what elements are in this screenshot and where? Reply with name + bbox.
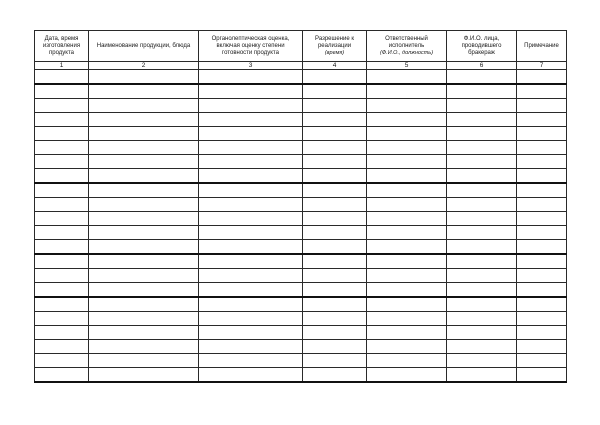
journal-entry-cell [89, 226, 199, 240]
journal-entry-cell [89, 269, 199, 283]
journal-entry-cell [35, 113, 89, 127]
journal-entry-cell [303, 368, 367, 383]
journal-entry-cell [35, 183, 89, 198]
journal-entry-cell [447, 70, 517, 85]
journal-entry-cell [35, 240, 89, 255]
journal-entry-cell [89, 141, 199, 155]
journal-entry-row [35, 127, 567, 141]
journal-entry-row [35, 326, 567, 340]
journal-entry-cell [447, 141, 517, 155]
journal-entry-cell [447, 183, 517, 198]
journal-entry-cell [517, 113, 567, 127]
journal-entry-cell [303, 312, 367, 326]
journal-entry-cell [447, 198, 517, 212]
journal-entry-cell [303, 240, 367, 255]
journal-entry-cell [367, 312, 447, 326]
journal-entry-cell [447, 113, 517, 127]
journal-entry-cell [35, 312, 89, 326]
journal-entry-cell [517, 240, 567, 255]
journal-body [35, 70, 567, 383]
journal-entry-cell [367, 354, 447, 368]
header-sale-permission-note: (время) [324, 49, 345, 56]
journal-entry-cell [517, 198, 567, 212]
journal-entry-cell [89, 240, 199, 255]
journal-entry-row [35, 226, 567, 240]
journal-entry-row [35, 141, 567, 155]
header-sale-permission: Разрешение к реализации (время) [303, 31, 367, 62]
journal-entry-cell [89, 368, 199, 383]
journal-entry-cell [517, 141, 567, 155]
journal-entry-cell [35, 354, 89, 368]
journal-entry-cell [303, 283, 367, 298]
journal-entry-cell [517, 183, 567, 198]
journal-entry-cell [367, 269, 447, 283]
journal-entry-cell [447, 99, 517, 113]
journal-entry-cell [35, 212, 89, 226]
journal-entry-cell [303, 141, 367, 155]
journal-entry-cell [447, 354, 517, 368]
journal-entry-cell [303, 226, 367, 240]
journal-entry-cell [303, 99, 367, 113]
journal-entry-cell [35, 127, 89, 141]
journal-entry-cell [199, 183, 303, 198]
journal-entry-cell [199, 141, 303, 155]
journal-entry-cell [199, 113, 303, 127]
journal-entry-cell [89, 354, 199, 368]
journal-entry-cell [303, 155, 367, 169]
brakerage-journal-table [34, 30, 567, 383]
journal-entry-cell [199, 297, 303, 312]
brakerage-journal-sheet [34, 30, 566, 396]
journal-entry-cell [35, 70, 89, 85]
journal-entry-cell [303, 70, 367, 85]
journal-entry-row [35, 155, 567, 169]
journal-entry-cell [89, 70, 199, 85]
journal-entry-cell [35, 84, 89, 99]
journal-entry-cell [89, 254, 199, 269]
journal-entry-row [35, 254, 567, 269]
journal-entry-cell [89, 183, 199, 198]
journal-entry-cell [35, 368, 89, 383]
column-number: 1 [35, 62, 89, 70]
journal-entry-cell [303, 269, 367, 283]
journal-entry-cell [447, 368, 517, 383]
header-date-time: Дата, время изготовления продукта [35, 31, 89, 62]
journal-entry-cell [367, 141, 447, 155]
journal-entry-row [35, 368, 567, 383]
journal-entry-cell [199, 283, 303, 298]
journal-entry-cell [303, 297, 367, 312]
journal-entry-cell [35, 141, 89, 155]
journal-entry-cell [517, 155, 567, 169]
header-remarks: Примечание [517, 31, 567, 62]
journal-entry-cell [89, 155, 199, 169]
journal-entry-row [35, 340, 567, 354]
journal-entry-cell [517, 84, 567, 99]
journal-entry-cell [199, 240, 303, 255]
journal-entry-cell [35, 198, 89, 212]
journal-entry-cell [199, 254, 303, 269]
journal-entry-row [35, 169, 567, 184]
journal-entry-cell [89, 212, 199, 226]
journal-entry-cell [89, 198, 199, 212]
journal-entry-row [35, 183, 567, 198]
journal-entry-cell [35, 155, 89, 169]
journal-entry-cell [89, 84, 199, 99]
column-number: 7 [517, 62, 567, 70]
journal-entry-cell [303, 198, 367, 212]
journal-entry-cell [367, 240, 447, 255]
journal-entry-cell [517, 340, 567, 354]
header-product-name: Наименование продукции, блюда [89, 31, 199, 62]
journal-entry-cell [35, 340, 89, 354]
journal-entry-cell [517, 312, 567, 326]
journal-entry-cell [367, 127, 447, 141]
journal-entry-cell [517, 283, 567, 298]
journal-entry-cell [199, 312, 303, 326]
journal-entry-cell [35, 169, 89, 184]
journal-entry-row [35, 198, 567, 212]
journal-entry-cell [199, 155, 303, 169]
journal-entry-cell [447, 269, 517, 283]
journal-entry-cell [199, 70, 303, 85]
journal-entry-cell [199, 212, 303, 226]
header-row [35, 31, 567, 62]
journal-entry-cell [89, 312, 199, 326]
journal-entry-cell [35, 297, 89, 312]
journal-entry-cell [89, 113, 199, 127]
journal-entry-cell [303, 212, 367, 226]
journal-entry-cell [303, 254, 367, 269]
journal-entry-cell [367, 297, 447, 312]
journal-entry-cell [199, 99, 303, 113]
journal-entry-cell [447, 84, 517, 99]
journal-entry-cell [447, 212, 517, 226]
journal-entry-cell [517, 226, 567, 240]
journal-entry-cell [199, 354, 303, 368]
journal-entry-cell [367, 283, 447, 298]
journal-entry-cell [517, 254, 567, 269]
journal-entry-cell [447, 169, 517, 184]
journal-entry-cell [367, 340, 447, 354]
journal-entry-row [35, 283, 567, 298]
journal-entry-cell [89, 169, 199, 184]
journal-entry-cell [199, 326, 303, 340]
journal-entry-cell [447, 340, 517, 354]
journal-entry-cell [517, 99, 567, 113]
journal-entry-cell [517, 354, 567, 368]
journal-entry-cell [367, 84, 447, 99]
journal-entry-cell [199, 368, 303, 383]
journal-entry-cell [367, 326, 447, 340]
journal-entry-cell [367, 198, 447, 212]
journal-entry-cell [35, 226, 89, 240]
journal-entry-row [35, 354, 567, 368]
journal-entry-cell [517, 297, 567, 312]
journal-entry-cell [199, 226, 303, 240]
journal-entry-cell [367, 254, 447, 269]
journal-entry-cell [89, 340, 199, 354]
journal-entry-cell [367, 226, 447, 240]
journal-entry-row [35, 70, 567, 85]
journal-entry-cell [89, 283, 199, 298]
journal-entry-cell [517, 70, 567, 85]
journal-entry-cell [303, 113, 367, 127]
journal-entry-cell [35, 283, 89, 298]
journal-entry-cell [89, 326, 199, 340]
journal-entry-cell [447, 312, 517, 326]
journal-entry-cell [447, 240, 517, 255]
journal-entry-cell [367, 169, 447, 184]
journal-entry-cell [199, 84, 303, 99]
journal-entry-cell [367, 368, 447, 383]
journal-entry-cell [35, 326, 89, 340]
journal-entry-row [35, 99, 567, 113]
journal-entry-cell [89, 99, 199, 113]
journal-entry-cell [517, 368, 567, 383]
journal-entry-cell [199, 269, 303, 283]
journal-entry-cell [447, 297, 517, 312]
journal-entry-cell [303, 354, 367, 368]
journal-entry-cell [447, 226, 517, 240]
column-number: 5 [367, 62, 447, 70]
journal-entry-cell [303, 340, 367, 354]
journal-entry-cell [517, 169, 567, 184]
column-number: 3 [199, 62, 303, 70]
journal-entry-cell [303, 169, 367, 184]
journal-entry-row [35, 297, 567, 312]
journal-entry-cell [199, 169, 303, 184]
journal-entry-cell [303, 326, 367, 340]
journal-entry-cell [367, 70, 447, 85]
journal-entry-cell [89, 297, 199, 312]
header-responsible-person-note: (Ф.И.О., должность) [379, 49, 434, 56]
journal-entry-cell [517, 212, 567, 226]
journal-entry-row [35, 84, 567, 99]
journal-entry-cell [303, 84, 367, 99]
journal-entry-cell [447, 127, 517, 141]
journal-entry-cell [447, 155, 517, 169]
journal-entry-row [35, 269, 567, 283]
journal-entry-cell [367, 99, 447, 113]
journal-entry-row [35, 113, 567, 127]
header-organoleptic-assessment: Органолептическая оценка, включая оценку степени готовности продукта [199, 31, 303, 62]
journal-entry-row [35, 240, 567, 255]
journal-entry-cell [367, 113, 447, 127]
journal-entry-cell [303, 127, 367, 141]
header-inspector-name: Ф.И.О. лица, проводившего бракераж [447, 31, 517, 62]
column-number: 2 [89, 62, 199, 70]
journal-entry-cell [447, 326, 517, 340]
journal-entry-cell [35, 254, 89, 269]
journal-entry-cell [517, 127, 567, 141]
journal-entry-cell [447, 283, 517, 298]
header-responsible-person: Ответственный исполнитель (Ф.И.О., должность) [367, 31, 447, 62]
journal-entry-cell [367, 183, 447, 198]
journal-entry-cell [199, 198, 303, 212]
journal-entry-cell [367, 212, 447, 226]
column-number: 4 [303, 62, 367, 70]
journal-entry-cell [199, 340, 303, 354]
journal-entry-cell [517, 269, 567, 283]
journal-entry-cell [447, 254, 517, 269]
journal-entry-cell [35, 269, 89, 283]
journal-entry-cell [303, 183, 367, 198]
journal-entry-row [35, 312, 567, 326]
column-number: 6 [447, 62, 517, 70]
journal-entry-cell [199, 127, 303, 141]
journal-entry-cell [35, 99, 89, 113]
journal-entry-row [35, 212, 567, 226]
journal-entry-cell [517, 326, 567, 340]
journal-entry-cell [367, 155, 447, 169]
journal-entry-cell [89, 127, 199, 141]
column-number-row [35, 62, 567, 70]
